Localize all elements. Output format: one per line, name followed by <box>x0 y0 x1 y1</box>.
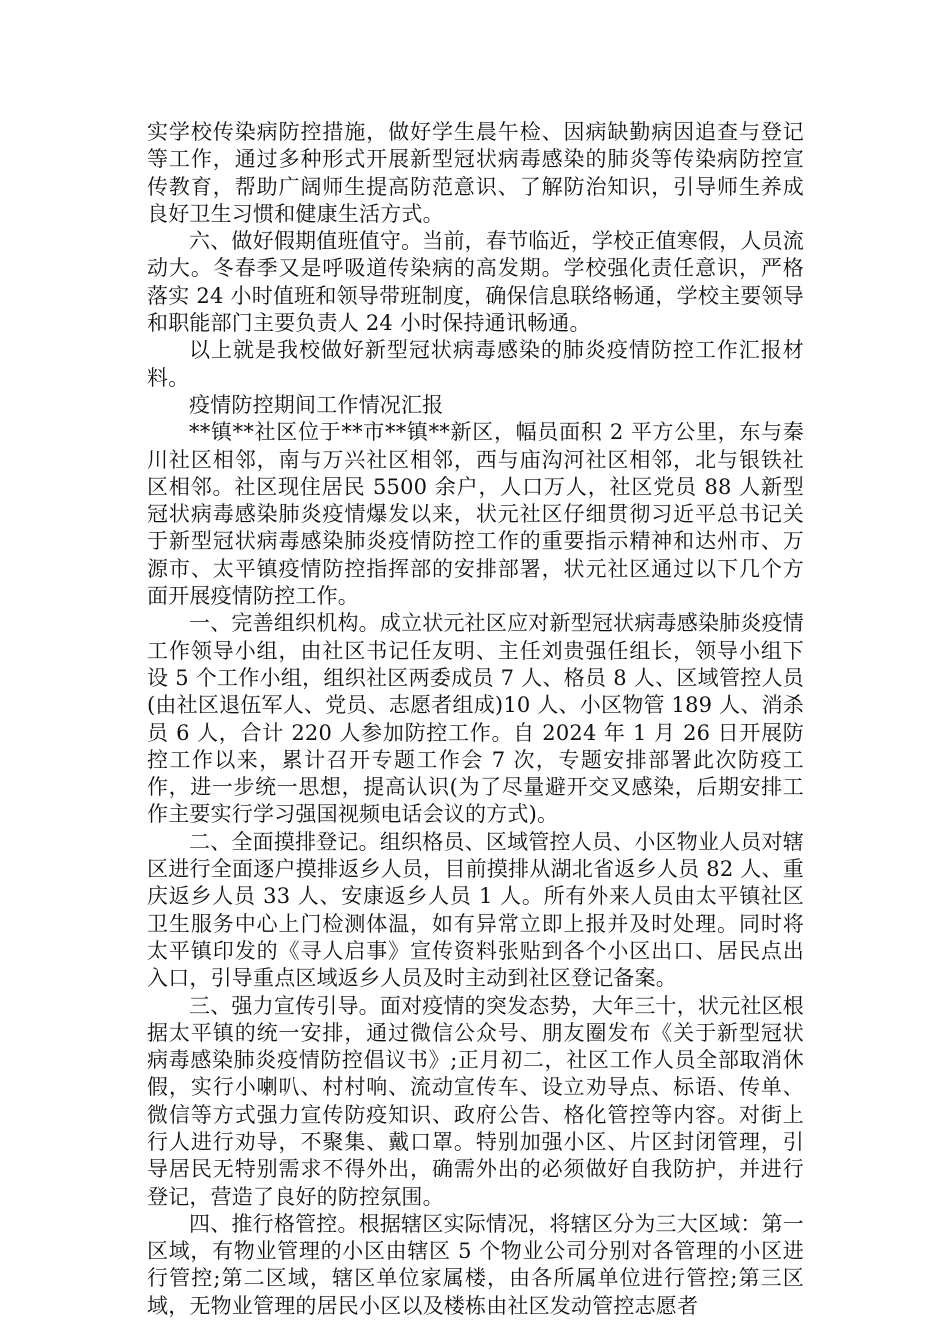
paragraph-continued: 实学校传染病防控措施，做好学生晨午检、因病缺勤病因追查与登记等工作，通过多种形式开展新型冠状病毒感染的肺炎等传染病防控宣传教育，帮助广阔师生提高防范意识、了解防治知识，引导师生养成良好卫生习惯和健康生活方式。 <box>147 120 804 226</box>
paragraph-grid-control: 四、推行格管控。根据辖区实际情况，将辖区分为三大区域：第一区域，有物业管理的小区由辖区 5 个物业公司分别对各管理的小区进行管控;第二区域，辖区单位家属楼，由各所属单位进行管控;第三区域，无物业管理的居民小区以及楼栋由社区发动管控志愿者 <box>147 1211 804 1318</box>
paragraph-publicity: 三、强力宣传引导。面对疫情的突发态势，大年三十，状元社区根据太平镇的统一安排，通过微信公众号、朋友圈发布《关于新型冠状病毒感染肺炎疫情防控倡议书》;正月初二，社区工作人员全部取消休假，实行小喇叭、村村响、流动宣传车、设立劝导点、标语、传单、微信等方式强力宣传防疫知识、政府公告、格化管控等内容。对街上行人进行劝导，不聚集、戴口罩。特别加强小区、片区封闭管理，引导居民无特别需求不得外出，确需外出的必须做好自我防护，并进行登记，营造了良好的防控氛围。 <box>147 993 804 1209</box>
paragraph-community-intro: **镇**社区位于**市**镇**新区，幅员面积 2 平方公里，东与秦川社区相邻，南与万兴社区相邻，西与庙沟河社区相邻，北与银铁社区相邻。社区现住居民 5500 余户，人口万人，社区党员 88 人新型冠状病毒感染肺炎疫情爆发以来，状元社区仔细贯彻习近平总书记关于新型冠状病毒感染肺炎疫情防控工作的重要指示精神和达州市、万源市、太平镇疫情防控指挥部的安排部署，状元社区通过以下几个方面开展疫情防控工作。 <box>147 420 804 609</box>
document-body <box>147 119 804 1320</box>
section-title: 疫情防控期间工作情况汇报 <box>189 392 444 417</box>
paragraph-conclusion: 以上就是我校做好新型冠状病毒感染的肺炎疫情防控工作汇报材料。 <box>147 338 804 390</box>
paragraph-registration: 二、全面摸排登记。组织格员、区域管控人员、小区物业人员对辖区进行全面逐户摸排返乡人员，目前摸排从湖北省返乡人员 82 人、重庆返乡人员 33 人、安康返乡人员 1 人。所有外来人员由太平镇社区卫生服务中心上门检测体温，如有异常立即上报并及时处理。同时将太平镇印发的《寻人启事》宣传资料张贴到各个小区出口、居民点出入口，引导重点区域返乡人员及时主动到社区登记备案。 <box>147 829 804 991</box>
paragraph-organization: 一、完善组织机构。成立状元社区应对新型冠状病毒感染肺炎疫情工作领导小组，由社区书记任友明、主任刘贵强任组长，领导小组下设 5 个工作小组，组织社区两委成员 7 人、格员 8 人、区域管控人员(由社区退伍军人、党员、志愿者组成)10 人、小区物管 189 人、消杀员 6 人，合计 220 人参加防控工作。自 2024 年 1 月 26 日开展防控工作以来，累计召开专题工作会 7 次，专题安排部署此次防疫工作，进一步统一思想，提高认识(为了尽量避开交叉感染，后期安排工作主要实行学习强国视频电话会议的方式)。 <box>147 611 804 827</box>
paragraph-holiday-duty: 六、做好假期值班值守。当前，春节临近，学校正值寒假，人员流动大。冬春季又是呼吸道传染病的高发期。学校强化责任意识，严格落实 24 小时值班和领导带班制度，确保信息联络畅通，学校主要领导和职能部门主要负责人 24 小时保持通讯畅通。 <box>147 229 804 336</box>
